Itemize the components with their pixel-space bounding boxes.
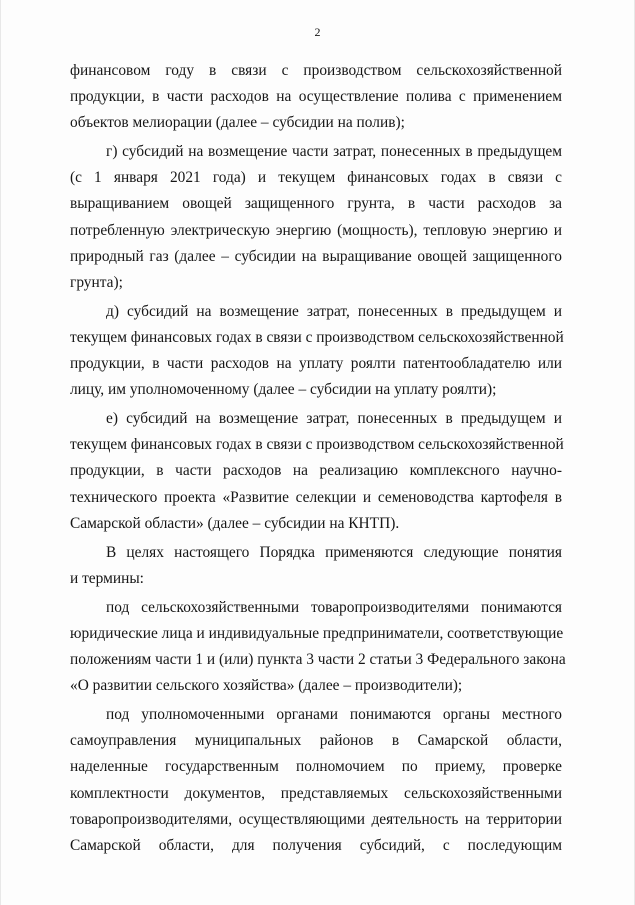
text-line: финансовом году в связи с производством сельскохозяйственной <box>70 62 562 79</box>
text-line: «О развитии сельского хозяйства» (далее – производители); <box>70 677 463 695</box>
text-line: объектов мелиорации (далее – субсидии на полив); <box>70 114 405 132</box>
scan-left-edge <box>0 0 1 905</box>
text-line: наделенные государственным полномочием по приему, проверке <box>70 758 562 776</box>
text-line: текущем финансовых годах в связи с производством сельскохозяйственной <box>70 328 564 346</box>
text-line: юридические лица и индивидуальные предприниматели, соответствующие <box>70 624 564 642</box>
text-line: комплектности документов, представляемых сельскохозяйственными <box>70 784 562 802</box>
text-line: самоуправления муниципальных районов в Самарской области, <box>70 732 562 750</box>
text-line: продукции, в части расходов на реализацию комплексного научно- <box>70 462 562 480</box>
text-line: В целях настоящего Порядка применяются следующие понятия <box>106 543 562 561</box>
text-line: технического проекта «Развитие селекции и семеноводства картофеля в <box>70 488 562 506</box>
text-line: текущем финансовых годах в связи с производством сельскохозяйственной <box>70 436 564 454</box>
text-line: положениям части 1 и (или) пункта 3 части 2 статьи 3 Федерального закона <box>70 651 566 669</box>
text-line: лицу, им уполномоченному (далее – субсидии на уплату роялти); <box>70 381 497 399</box>
text-line: товаропроизводителями, осуществляющими деятельность на территории <box>70 810 562 828</box>
text-line: природный газ (далее – субсидии на выращивание овощей защищенного <box>70 247 562 265</box>
text-line: под сельскохозяйственными товаропроизводителями понимаются <box>106 598 562 616</box>
text-line: грунта); <box>70 273 123 291</box>
document-body <box>70 58 566 859</box>
text-line: под уполномоченными органами понимаются органы местного <box>106 706 562 724</box>
text-line: е) субсидий на возмещение затрат, понесенных в предыдущем и <box>106 410 562 428</box>
text-line: выращиванием овощей защищенного грунта, в части расходов за <box>70 195 562 213</box>
text-line: Самарской области» (далее – субсидии на КНТП). <box>70 514 400 532</box>
text-line: продукции, в части расходов на осуществление полива с применением <box>70 88 562 106</box>
text-line: г) субсидий на возмещение части затрат, понесенных в предыдущем <box>106 143 562 161</box>
text-line: (с 1 января 2021 года) и текущем финансовых годах в связи с <box>70 169 562 187</box>
text-line: и термины: <box>70 569 144 587</box>
text-line: Самарской области, для получения субсидий, с последующим <box>70 836 562 854</box>
text-line: д) субсидий на возмещение затрат, понесенных в предыдущем и <box>106 302 562 320</box>
page-number: 2 <box>314 25 321 39</box>
text-line: продукции, в части расходов на уплату роялти патентообладателю или <box>70 355 562 373</box>
text-line: потребленную электрическую энергию (мощность), тепловую энергию и <box>70 221 562 239</box>
